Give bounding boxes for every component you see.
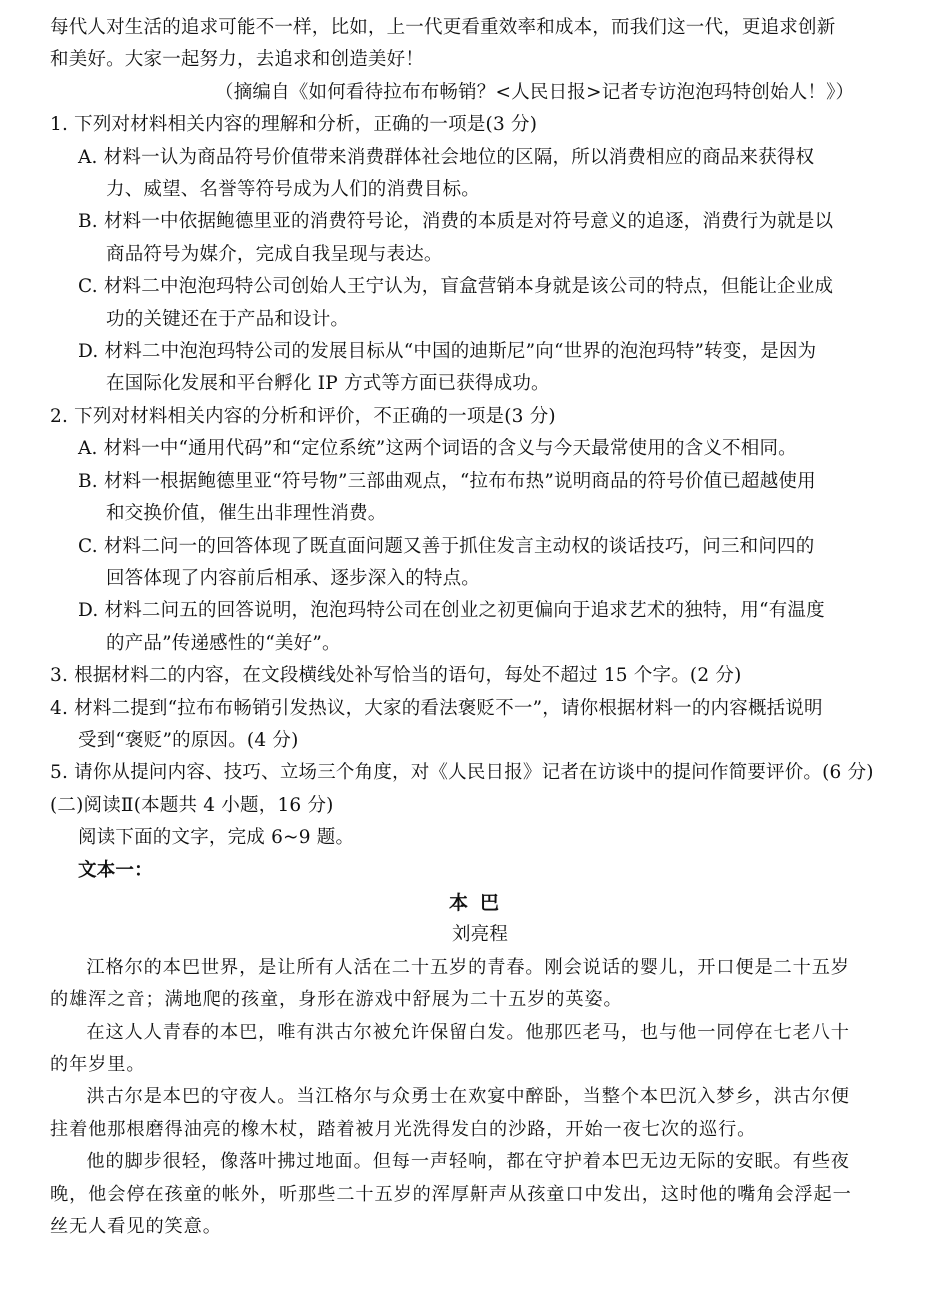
story-paragraph-1-line-1: 江格尔的本巴世界，是让所有人活在二十五岁的青春。刚会说话的婴儿，开口便是二十五岁 bbox=[86, 956, 850, 978]
q2-option-d-line-1: D. 材料二问五的回答说明，泡泡玛特公司在创业之初更偏向于追求艺术的独特，用“有温度 bbox=[78, 600, 825, 622]
story-paragraph-3-line-2: 拄着他那根磨得油亮的橡木杖，踏着被月光洗得发白的沙路，开始一夜七次的巡行。 bbox=[50, 1118, 757, 1140]
story-title: 本巴 bbox=[448, 891, 511, 914]
story-paragraph-4-line-2: 晚，他会停在孩童的帐外，听那些二十五岁的浑厚鼾声从孩童口中发出，这时他的嘴角会浮起一 bbox=[50, 1183, 852, 1205]
story-paragraph-2-line-1: 在这人人青春的本巴，唯有洪古尔被允许保留白发。他那匹老马，也与他一同停在七老八十 bbox=[86, 1021, 850, 1043]
story-paragraph-3-line-1: 洪古尔是本巴的守夜人。当江格尔与众勇士在欢宴中醉卧，当整个本巴沉入梦乡，洪古尔便 bbox=[86, 1086, 850, 1108]
q1-option-a-line-2: 力、威望、名誉等符号成为人们的消费目标。 bbox=[106, 179, 481, 201]
q1-option-b-line-1: B. 材料一中依据鲍德里亚的消费符号论，消费的本质是对符号意义的追逐，消费行为就是以 bbox=[78, 211, 834, 233]
q1-option-b-line-2: 商品符号为媒介，完成自我呈现与表达。 bbox=[106, 243, 443, 265]
story-paragraph-4-line-1: 他的脚步很轻，像落叶拂过地面。但每一声轻响，都在守护着本巴无边无际的安眠。有些夜 bbox=[86, 1151, 850, 1173]
text-one-label: 文本一： bbox=[78, 859, 153, 881]
q1-option-d-line-2: 在国际化发展和平台孵化 IP 方式等方面已获得成功。 bbox=[106, 373, 550, 395]
story-paragraph-1-line-2: 的雄浑之音；满地爬的孩童，身形在游戏中舒展为二十五岁的英姿。 bbox=[50, 989, 623, 1011]
intro-line-1: 每代人对生活的追求可能不一样，比如，上一代更看重效率和成本，而我们这一代，更追求创新 bbox=[50, 17, 836, 38]
question-3: 3. 根据材料二的内容，在文段横线处补写恰当的语句，每处不超过 15 个字。(2 分) bbox=[50, 665, 742, 687]
q2-option-a-line-1: A. 材料一中“通用代码”和“定位系统”这两个词语的含义与今天最常使用的含义不相同。 bbox=[78, 438, 797, 460]
story-paragraph-2-line-2: 的年岁里。 bbox=[50, 1054, 146, 1075]
source-citation: （摘编自《如何看待拉布布畅销？<人民日报>记者专访泡泡玛特创始人！》） bbox=[215, 81, 855, 103]
question-5: 5. 请你从提问内容、技巧、立场三个角度，对《人民日报》记者在访谈中的提问作简要评价。(6 分) bbox=[50, 762, 874, 784]
q2-option-b-line-2: 和交换价值，催生出非理性消费。 bbox=[106, 503, 387, 525]
q2-option-c-line-1: C. 材料二问一的回答体现了既直面问题又善于抓住发言主动权的谈话技巧，问三和问四的 bbox=[78, 535, 815, 557]
q1-option-c-line-1: C. 材料二中泡泡玛特公司创始人王宁认为，盲盒营销本身就是该公司的特点，但能让企业成 bbox=[78, 276, 834, 298]
question-2-stem: 2. 下列对材料相关内容的分析和评价，不正确的一项是(3 分) bbox=[50, 405, 556, 427]
q1-option-d-line-1: D. 材料二中泡泡玛特公司的发展目标从“中国的迪斯尼”向“世界的泡泡玛特”转变，是因为 bbox=[78, 341, 817, 363]
story-author: 刘亮程 bbox=[451, 924, 509, 946]
question-4-line-2: 受到“褒贬”的原因。(4 分) bbox=[78, 729, 299, 751]
section-2-heading: (二)阅读Ⅱ(本题共 4 小题，16 分) bbox=[50, 794, 334, 816]
story-paragraph-4-line-3: 丝无人看见的笑意。 bbox=[50, 1216, 222, 1238]
section-2-instruction: 阅读下面的文字，完成 6~9 题。 bbox=[78, 827, 355, 849]
intro-line-2: 和美好。大家一起努力，去追求和创造美好！ bbox=[50, 49, 425, 71]
q2-option-c-line-2: 回答体现了内容前后相承、逐步深入的特点。 bbox=[106, 567, 481, 589]
q1-option-c-line-2: 功的关键还在于产品和设计。 bbox=[106, 308, 350, 330]
q1-option-a-line-1: A. 材料一认为商品符号价值带来消费群体社会地位的区隔，所以消费相应的商品来获得权 bbox=[78, 146, 815, 168]
q2-option-b-line-1: B. 材料一根据鲍德里亚“符号物”三部曲观点，“拉布布热”说明商品的符号价值已超越使用 bbox=[78, 470, 816, 492]
q2-option-d-line-2: 的产品”传递感性的“美好”。 bbox=[106, 632, 341, 654]
question-1-stem: 1. 下列对材料相关内容的理解和分析，正确的一项是(3 分) bbox=[50, 114, 538, 136]
question-4-line-1: 4. 材料二提到“拉布布畅销引发热议，大家的看法褒贬不一”，请你根据材料一的内容概括说明 bbox=[50, 697, 823, 719]
